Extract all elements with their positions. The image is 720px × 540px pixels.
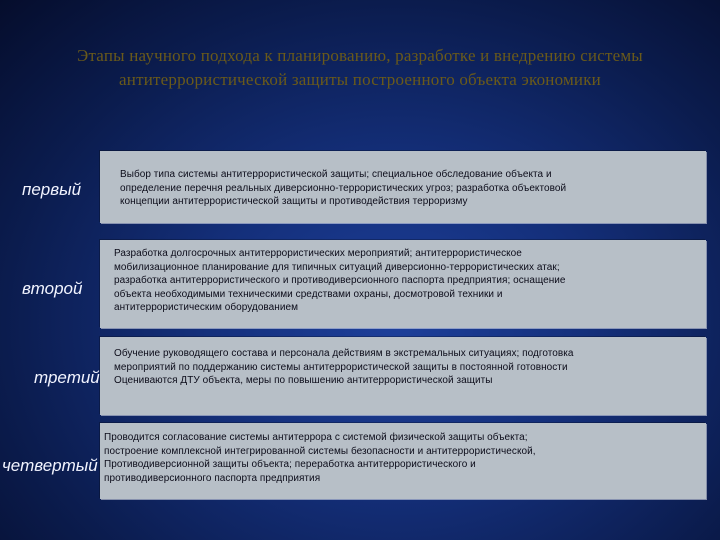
- stage-label-first: первый: [22, 180, 82, 199]
- stage-label-fourth: четвертый: [2, 456, 98, 475]
- stage-text-line: концепции антитеррористической защиты и противодействия терроризму: [120, 196, 468, 207]
- stage-text-first: [120, 168, 566, 209]
- stage-text-line: Разработка долгосрочных антитеррористических мероприятий; антитеррористическое: [114, 248, 522, 259]
- stage-text-line: Противодиверсионной защиты объекта; переработка антитеррористического и: [104, 459, 476, 470]
- stage-text-third: [114, 347, 574, 388]
- stage-text-line: Выбор типа системы антитеррористической защиты; специальное обследование объекта и: [120, 169, 552, 180]
- stage-text-line: построение комплексной интегрированной системы безопасности и антитеррористической,: [104, 445, 536, 457]
- stage-text-line: объекта необходимыми техническими средствами охраны, досмотровой техники и: [114, 288, 503, 300]
- stage-label-third: третий: [34, 368, 100, 387]
- stage-text-line: Обучение руководящего состава и персонала действиям в экстремальных ситуациях; подготовка: [114, 348, 574, 359]
- stage-text-fourth: [104, 431, 536, 485]
- stage-text-line: противодиверсионного паспорта предприятия: [104, 472, 321, 484]
- stage-text-line: антитеррористическим оборудованием: [114, 302, 299, 313]
- stage-text-second: [114, 247, 566, 315]
- stage-text-line: разработка антитеррористического и противодиверсионного паспорта предприятия; оснащение: [114, 275, 566, 286]
- slide-title: [30, 44, 690, 92]
- stage-text-line: Проводится согласование системы антитеррора с системой физической защиты объекта;: [104, 432, 528, 443]
- stage-text-line: мероприятий по поддержанию системы антитеррористической защиты в постоянной готовности: [114, 361, 568, 373]
- stage-text-line: Оцениваются ДТУ объекта, меры по повышению антитеррористической защиты: [114, 375, 493, 386]
- stage-text-line: определение перечня реальных диверсионно-террористических угроз; разработка объектовой: [120, 182, 567, 194]
- slide-title-line-1: Этапы научного подхода к планированию, разработке и внедрению системы: [77, 46, 643, 65]
- slide-title-line-2: антитеррористической защиты построенного объекта экономики: [119, 70, 601, 89]
- stage-text-line: мобилизационное планирование для типичных ситуаций диверсионно-террористических атак;: [114, 261, 560, 273]
- stage-label-second: второй: [22, 279, 83, 298]
